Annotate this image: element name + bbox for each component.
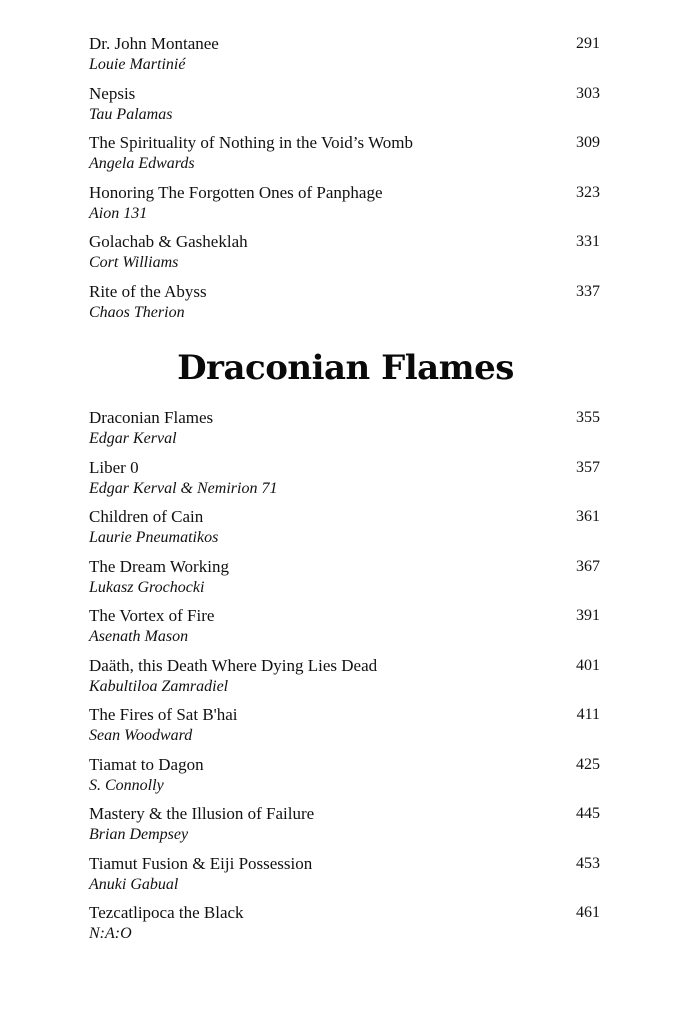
toc-entry bbox=[89, 34, 600, 84]
entry-page-number: 337 bbox=[576, 282, 600, 300]
entry-page-number: 357 bbox=[576, 458, 600, 476]
toc-entry bbox=[89, 133, 600, 183]
entry-page-number: 331 bbox=[576, 233, 600, 250]
entry-title: Tezcatlipoca the Black bbox=[89, 903, 244, 922]
section-heading: Draconian Flames bbox=[177, 348, 514, 388]
entry-title: Rite of the Abyss bbox=[89, 281, 207, 301]
entry-page-number: 361 bbox=[576, 508, 600, 525]
toc-entry bbox=[89, 755, 600, 805]
entry-author: Edgar Kerval & Nemirion 71 bbox=[89, 479, 278, 497]
entry-page-number: 355 bbox=[576, 409, 600, 426]
entry-author: Cort Williams bbox=[89, 254, 179, 271]
toc-entry bbox=[89, 282, 600, 332]
entry-title: The Spirituality of Nothing in the Void’s Womb bbox=[89, 133, 413, 152]
entry-title: Liber 0 bbox=[89, 457, 139, 477]
toc-entry bbox=[89, 854, 600, 904]
entry-title: Dr. John Montanee bbox=[89, 34, 219, 53]
entry-title: Tiamat to Dagon bbox=[89, 754, 204, 774]
entry-author: N:A:O bbox=[89, 925, 132, 942]
entry-page-number: 291 bbox=[576, 35, 600, 52]
entry-page-number: 445 bbox=[576, 805, 600, 822]
toc-list-draconian-flames bbox=[89, 408, 600, 953]
entry-author: Angela Edwards bbox=[89, 155, 195, 172]
entry-title: Honoring The Forgotten Ones of Panphage bbox=[89, 182, 383, 202]
entry-author: Chaos Therion bbox=[89, 303, 185, 321]
entry-page-number: 425 bbox=[576, 755, 600, 773]
entry-author: Kabultiloa Zamradiel bbox=[89, 677, 229, 695]
entry-page-number: 401 bbox=[576, 656, 600, 674]
toc-entry bbox=[89, 903, 600, 953]
entry-title: Nepsis bbox=[89, 83, 136, 103]
entry-page-number: 453 bbox=[576, 854, 600, 872]
toc-entry bbox=[89, 458, 600, 508]
entry-author: Louie Martinié bbox=[89, 56, 186, 73]
entry-title: The Vortex of Fire bbox=[89, 606, 215, 625]
entry-title: The Fires of Sat B'hai bbox=[89, 705, 238, 724]
entry-author: Lukasz Grochocki bbox=[89, 578, 205, 596]
entry-title: Mastery & the Illusion of Failure bbox=[89, 804, 315, 823]
toc-entry bbox=[89, 507, 600, 557]
toc-entry bbox=[89, 183, 600, 233]
toc-entry bbox=[89, 232, 600, 282]
entry-author: Sean Woodward bbox=[89, 727, 193, 744]
entry-title: The Dream Working bbox=[89, 556, 229, 576]
entry-page-number: 391 bbox=[576, 607, 600, 624]
toc-entry bbox=[89, 804, 600, 854]
entry-page-number: 303 bbox=[576, 84, 600, 102]
entry-page-number: 323 bbox=[576, 183, 600, 201]
entry-author: Asenath Mason bbox=[89, 628, 189, 645]
toc-entry bbox=[89, 656, 600, 706]
entry-author: S. Connolly bbox=[89, 776, 164, 794]
toc-entry bbox=[89, 606, 600, 656]
entry-title: Draconian Flames bbox=[89, 408, 214, 427]
entry-title: Tiamut Fusion & Eiji Possession bbox=[89, 853, 313, 873]
entry-author: Edgar Kerval bbox=[89, 430, 177, 447]
entry-title: Golachab & Gasheklah bbox=[89, 232, 248, 251]
toc-entry bbox=[89, 408, 600, 458]
entry-page-number: 461 bbox=[576, 904, 600, 921]
entry-title: Children of Cain bbox=[89, 507, 204, 526]
entry-author: Laurie Pneumatikos bbox=[89, 529, 219, 546]
entry-author: Anuki Gabual bbox=[89, 875, 179, 893]
entry-author: Brian Dempsey bbox=[89, 826, 189, 843]
entry-author: Aion 131 bbox=[89, 204, 148, 222]
toc-list-previous-section bbox=[89, 34, 600, 331]
entry-title: Daäth, this Death Where Dying Lies Dead bbox=[89, 655, 378, 675]
toc-entry bbox=[89, 557, 600, 607]
entry-page-number: 367 bbox=[576, 557, 600, 575]
toc-entry bbox=[89, 705, 600, 755]
entry-author: Tau Palamas bbox=[89, 105, 173, 123]
entry-page-number: 411 bbox=[576, 706, 600, 723]
entry-page-number: 309 bbox=[576, 134, 600, 151]
toc-entry bbox=[89, 84, 600, 134]
